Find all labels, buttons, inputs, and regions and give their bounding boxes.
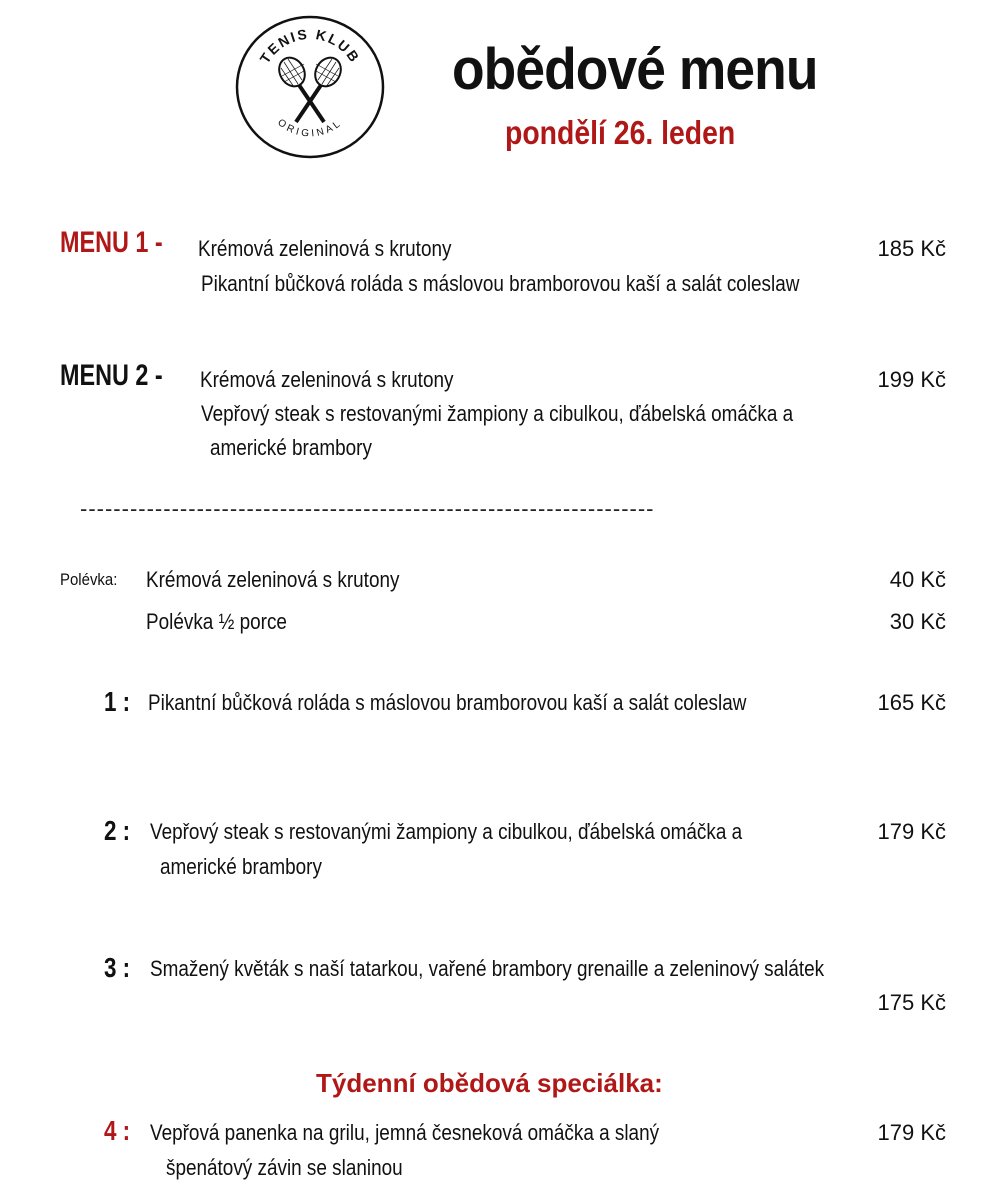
- menu1-main: Pikantní bůčková roláda s máslovou bramborovou kaší a salát coleslaw: [201, 271, 800, 296]
- section-divider: ---------------------------------------------------------------------: [80, 496, 655, 521]
- half-soup-price: 30 Kč: [889, 609, 946, 634]
- page-subtitle-date: pondělí 26. leden: [505, 114, 736, 151]
- menu2-price: 199 Kč: [877, 367, 946, 392]
- menu2-main-line2: americké brambory: [210, 435, 372, 460]
- weekly-special-heading: Týdenní obědová speciálka:: [316, 1068, 663, 1098]
- page-title: obědové menu: [452, 37, 818, 102]
- menu2-label: MENU 2 -: [60, 359, 163, 392]
- soup-price: 40 Kč: [889, 567, 946, 592]
- item2-line2: americké brambory: [160, 854, 322, 879]
- menu1-label: MENU 1 -: [60, 226, 163, 259]
- soup-label: Polévka:: [60, 570, 118, 589]
- item2-number: 2 :: [104, 815, 131, 846]
- item3-number: 3 :: [104, 952, 131, 983]
- item3-price: 175 Kč: [877, 990, 946, 1015]
- special-line1: Vepřová panenka na grilu, jemná česneková omáčka a slaný: [150, 1120, 660, 1145]
- soup-name: Krémová zeleninová s krutony: [146, 567, 400, 592]
- item3-line1: Smažený květák s naší tatarkou, vařené brambory grenaille a zeleninový salátek: [150, 956, 825, 981]
- special-line2: špenátový závin se slaninou: [166, 1155, 403, 1180]
- svg-text:TENIS KLUB: TENIS KLUB: [256, 25, 364, 67]
- item2-price: 179 Kč: [877, 819, 946, 844]
- tenis-klub-logo: [234, 14, 386, 160]
- menu1-price: 185 Kč: [877, 236, 946, 261]
- menu1-soup: Krémová zeleninová s krutony: [198, 236, 452, 261]
- half-soup-name: Polévka ½ porce: [146, 609, 287, 634]
- item2-line1: Vepřový steak s restovanými žampiony a cibulkou, ďábelská omáčka a: [150, 819, 743, 844]
- item1-line1: Pikantní bůčková roláda s máslovou bramborovou kaší a salát coleslaw: [148, 690, 747, 715]
- item1-number: 1 :: [104, 686, 131, 717]
- svg-text:ORIGINAL: ORIGINAL: [275, 117, 345, 140]
- special-price: 179 Kč: [877, 1120, 946, 1145]
- item1-price: 165 Kč: [877, 690, 946, 715]
- menu2-main-line1: Vepřový steak s restovanými žampiony a cibulkou, ďábelská omáčka a: [201, 401, 794, 426]
- special-number: 4 :: [104, 1115, 131, 1146]
- menu2-soup: Krémová zeleninová s krutony: [200, 367, 454, 392]
